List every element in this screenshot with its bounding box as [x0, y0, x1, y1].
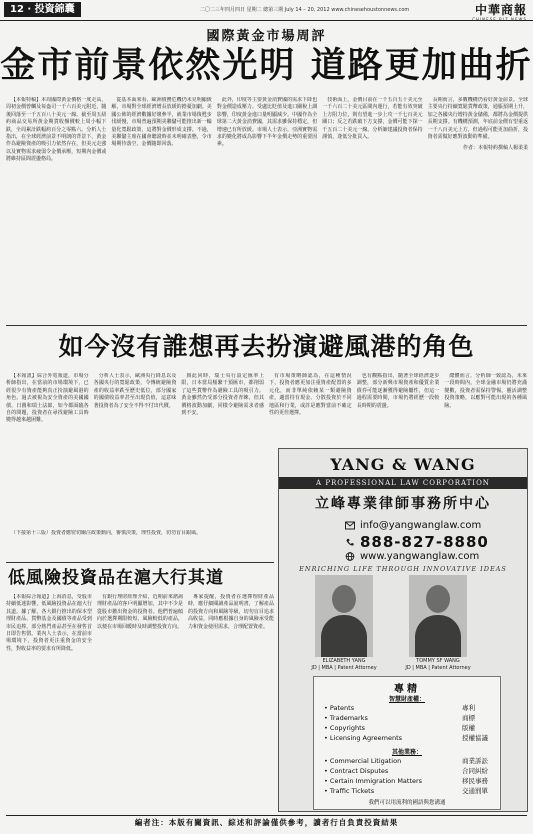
service-item: • Commercial Litigation [324, 757, 402, 765]
article2-column: 有市場策略師認為，在這種情況下，投資者應更加注重資產配置的多元化，而非單純依賴某一類避險資產。適當持有現金、分散投資於不同地區和行業，或許是應對當前不確定性的更佳選擇。 [269, 373, 352, 417]
firm-type-band: A PROFESSIONAL LAW CORPORATION [279, 477, 527, 489]
firm-name-english: YANG & WANG [330, 455, 476, 474]
service-item: • Trademarks [324, 714, 368, 722]
service-item: • Licensing Agreements [324, 734, 403, 742]
article2-column: 【本報訊】綜合外電報道，市場分析師指出，在當前的市場環境下，已經很少有資產能夠真正扮演避風港的角色。過去被視為安全資產的美國國債、日圓和瑞士法郎，如今都面臨各自的問題，投資者在尋找避險工具時變得越來越困難。 [6, 373, 89, 424]
firm-name-chinese: 立峰專業律師事務所中心 [315, 496, 491, 512]
email-line [345, 520, 481, 531]
masthead [472, 1, 527, 22]
article1-column: 此外，印度等主要黃金消費國的需求下降也對金價造成壓力。受盧比貶值及進口關稅上調影響，印度黃金進口量明顯減少。中國作為全球第二大黃金消費國，其需求雖保持穩定，但增速已有所放緩。市場人士表示，亞洲實物需求的變化將成為影響下半年金價走勢的重要因素。 [216, 97, 318, 148]
website-line [345, 551, 479, 562]
date-line: 二〇二三年四月四日 星期二 總第三期 July 14 – 20, 2012 www.chinesehoustonnews.com [200, 7, 410, 13]
email-icon [345, 521, 355, 530]
service-item-cn: 版權 [462, 724, 475, 732]
globe-icon [345, 552, 355, 561]
section-label: 12 · 投資錦囊 [4, 2, 81, 17]
article2-continued [6, 530, 274, 562]
services-title: 專精 [394, 684, 420, 695]
service-item-cn: 交通罰單 [462, 787, 488, 795]
firm-tagline: ENRICHING LIFE THROUGH INNOVATIVE IDEAS [299, 565, 507, 573]
article3-headline: 低風險投資品在滬大行其道 [8, 568, 224, 588]
article2-column: 也有觀點指出，隨著全球經濟逐步調整，部分新興市場資產和優質企業債券可能逐漸獲得避險屬性，但這一過程需要時間，市場仍將經歷一段較長時期的震盪。 [356, 373, 440, 409]
article3-body [6, 594, 274, 810]
services-group-title: 智慧財產權： [388, 696, 425, 703]
article2-column: 總體而言，分析師一致認為，未來一段時間內，全球金融市場仍將充滿變數，投資者需保持警惕，靈活調整投資策略，以應對可能出現的各種風險。 [444, 373, 528, 409]
services-box [313, 676, 501, 810]
law-firm-advertisement [278, 448, 528, 812]
service-item-cn: 商標 [462, 714, 475, 722]
article3-column: 有銀行理財經理介紹，近期前來諮詢理財產品的客戶明顯增加，其中不少是從股市撤出資金的投資者。他們普遍傾向於選擇期限較短、風險較低的產品，以便在市場回暖時及時調整投資方向。 [97, 594, 183, 630]
editor-note: 編者注：本版有關資訊、綜述和評論僅供參考，讀者行自負責投資結果 [6, 815, 527, 830]
service-item-cn: 專利 [462, 704, 475, 712]
article2-column: 與此同時，瑞士央行設定匯率上限，日本當局頻繁干預匯市，都削弱了這些貨幣作為避險工具的吸引力。黃金雖然仍受部分投資者青睞，但其價格波動加劇，同樣令避險需求者感到不安。 [181, 373, 265, 417]
article2-column: 分析人士表示，歐洲央行降息以及各國央行的寬鬆政策，令傳統避險資產的收益率跌至歷史低位，部分國家的國債收益率甚至出現負值，這意味著投資者為了安全不得不付出代價。 [93, 373, 177, 409]
email-address[interactable]: info@yangwanglaw.com [360, 520, 482, 531]
attorney-credit [390, 658, 486, 672]
article1-column: 技術面上，金價目前在一千五百五十美元至一千六百二十美元區間內運行，若能有效突破上方阻力位，則有望進一步上攻一千七百美元關口；反之若跌破下方支撐，金價可能下探一千五百二十美元一線。分析師建議投資者保持謹慎，逢低分批買入。 [322, 97, 423, 141]
attorney-title: JD | MBA | Patent Attorney [311, 665, 377, 671]
service-item: • Traffic Tickets [324, 787, 375, 795]
article1-column: 【本報特稿】本周國際黃金價格一度走高，周初金價曾觸及每盎司一千六百美元附近，隨後回落至一千五百八十美元一線。截至周五紐約商品交易所黃金期貨收盤價較上周小幅下跌，全周累計跌幅約百分之零點六。分析人士指出，在全球經濟前景不明朗的背景下，黃金作為避險資產的吸引力依然存在，但美元走強以及實物需求疲弱令金價承壓，短期內金價或將維持區間震盪格局。 [6, 97, 107, 163]
attorney-name: TOMMY SF WANG [416, 658, 460, 664]
service-item-cn: 移民事務 [462, 777, 488, 785]
attorney-photo [409, 575, 467, 657]
article3-column: 專家提醒，投資者在選擇理財產品時，應仔細閱讀產品說明書，了解產品的投資方向和風險等級，切勿盲目追求高收益，同時應根據自身的風險承受能力和資金使用需求，合理配置資產。 [188, 594, 274, 630]
phone-icon [345, 538, 355, 547]
divider [6, 562, 274, 563]
attorney-title: JD | MBA | Patent Attorney [405, 665, 471, 671]
service-item-cn: 授權協議 [462, 734, 488, 742]
website-url[interactable]: www.yangwanglaw.com [360, 551, 480, 562]
article1-column: 長期而言，多數機構仍看好黃金前景。全球主要央行持續寬鬆貨幣政策，通脹預期上升，加之各國央行增持黃金儲備，都將為金價提供長期支撐。有機構預測，年底前金價有望重返一千八百美元上方，但過程可能更加曲折，投資者需做好應對波動的準備。 作者：本報特約撰稿人楊柔柔 [427, 97, 529, 152]
page-header [0, 0, 533, 21]
attorney-photo [315, 575, 373, 657]
attorney-name: ELIZABETH YANG [322, 658, 366, 664]
masthead-chinese: 中華商報 [474, 3, 527, 17]
article1-subtitle: 國際黃金市場周評 [206, 29, 327, 44]
article1-column: 從基本面來看，歐洲債務危機仍未見明顯緩解，市場對全球經濟增長放緩的擔憂加劇。美國公佈的經濟數據好壞參半，就業市場復甦步伐緩慢，市場普遍預期美聯儲可能推出新一輪量化寬鬆政策，這將對金價形成支撐。不過，美聯儲主席在國會聽證時並未明確表態，令市場期待落空，金價隨即回落。 [111, 97, 212, 148]
phone-number[interactable]: 888-827-8880 [360, 533, 489, 551]
attorney-credit [296, 658, 392, 672]
service-item-cn: 合同糾紛 [462, 767, 488, 775]
article2-tail: （下接第十三版）投資者應密切關注政策動向，審慎決策，理性投資，切勿盲目跟風。 [11, 530, 202, 536]
article1-body [6, 97, 528, 320]
service-item: • Patents [324, 704, 355, 712]
masthead-english: CHINESE BIZ NEWS [472, 17, 527, 22]
service-item: • Contract Disputes [324, 767, 389, 775]
article1-byline: 作者：本報特約撰稿人楊柔柔 [463, 145, 529, 152]
article1-headline: 金市前景依然光明 道路更加曲折 [0, 45, 533, 86]
services-footer: 我們可以用流利的國語與您溝通 [368, 800, 446, 806]
service-item: • Certain Immigration Matters [324, 777, 423, 785]
services-group-title: 其他業務： [391, 749, 422, 756]
divider [6, 325, 527, 326]
service-item: • Copyrights [324, 724, 366, 732]
phone-line [345, 533, 489, 551]
article3-column: 【本報綜合報道】上海消息，受股市持續低迷影響，低風險投資品在滬大行其道。據了解，各大銀行推出的保本型理財產品、貨幣基金及國債等產品受到市民追捧，部分熱門產品甚至在發售首日即告售罄。業內人士表示，在當前市場環境下，投資者更注重資金的安全性，對收益率的要求有所降低。 [6, 594, 92, 652]
service-item-cn: 商業訴訟 [462, 757, 488, 765]
article2-headline: 如今沒有誰想再去扮演避風港的角色 [58, 332, 475, 361]
